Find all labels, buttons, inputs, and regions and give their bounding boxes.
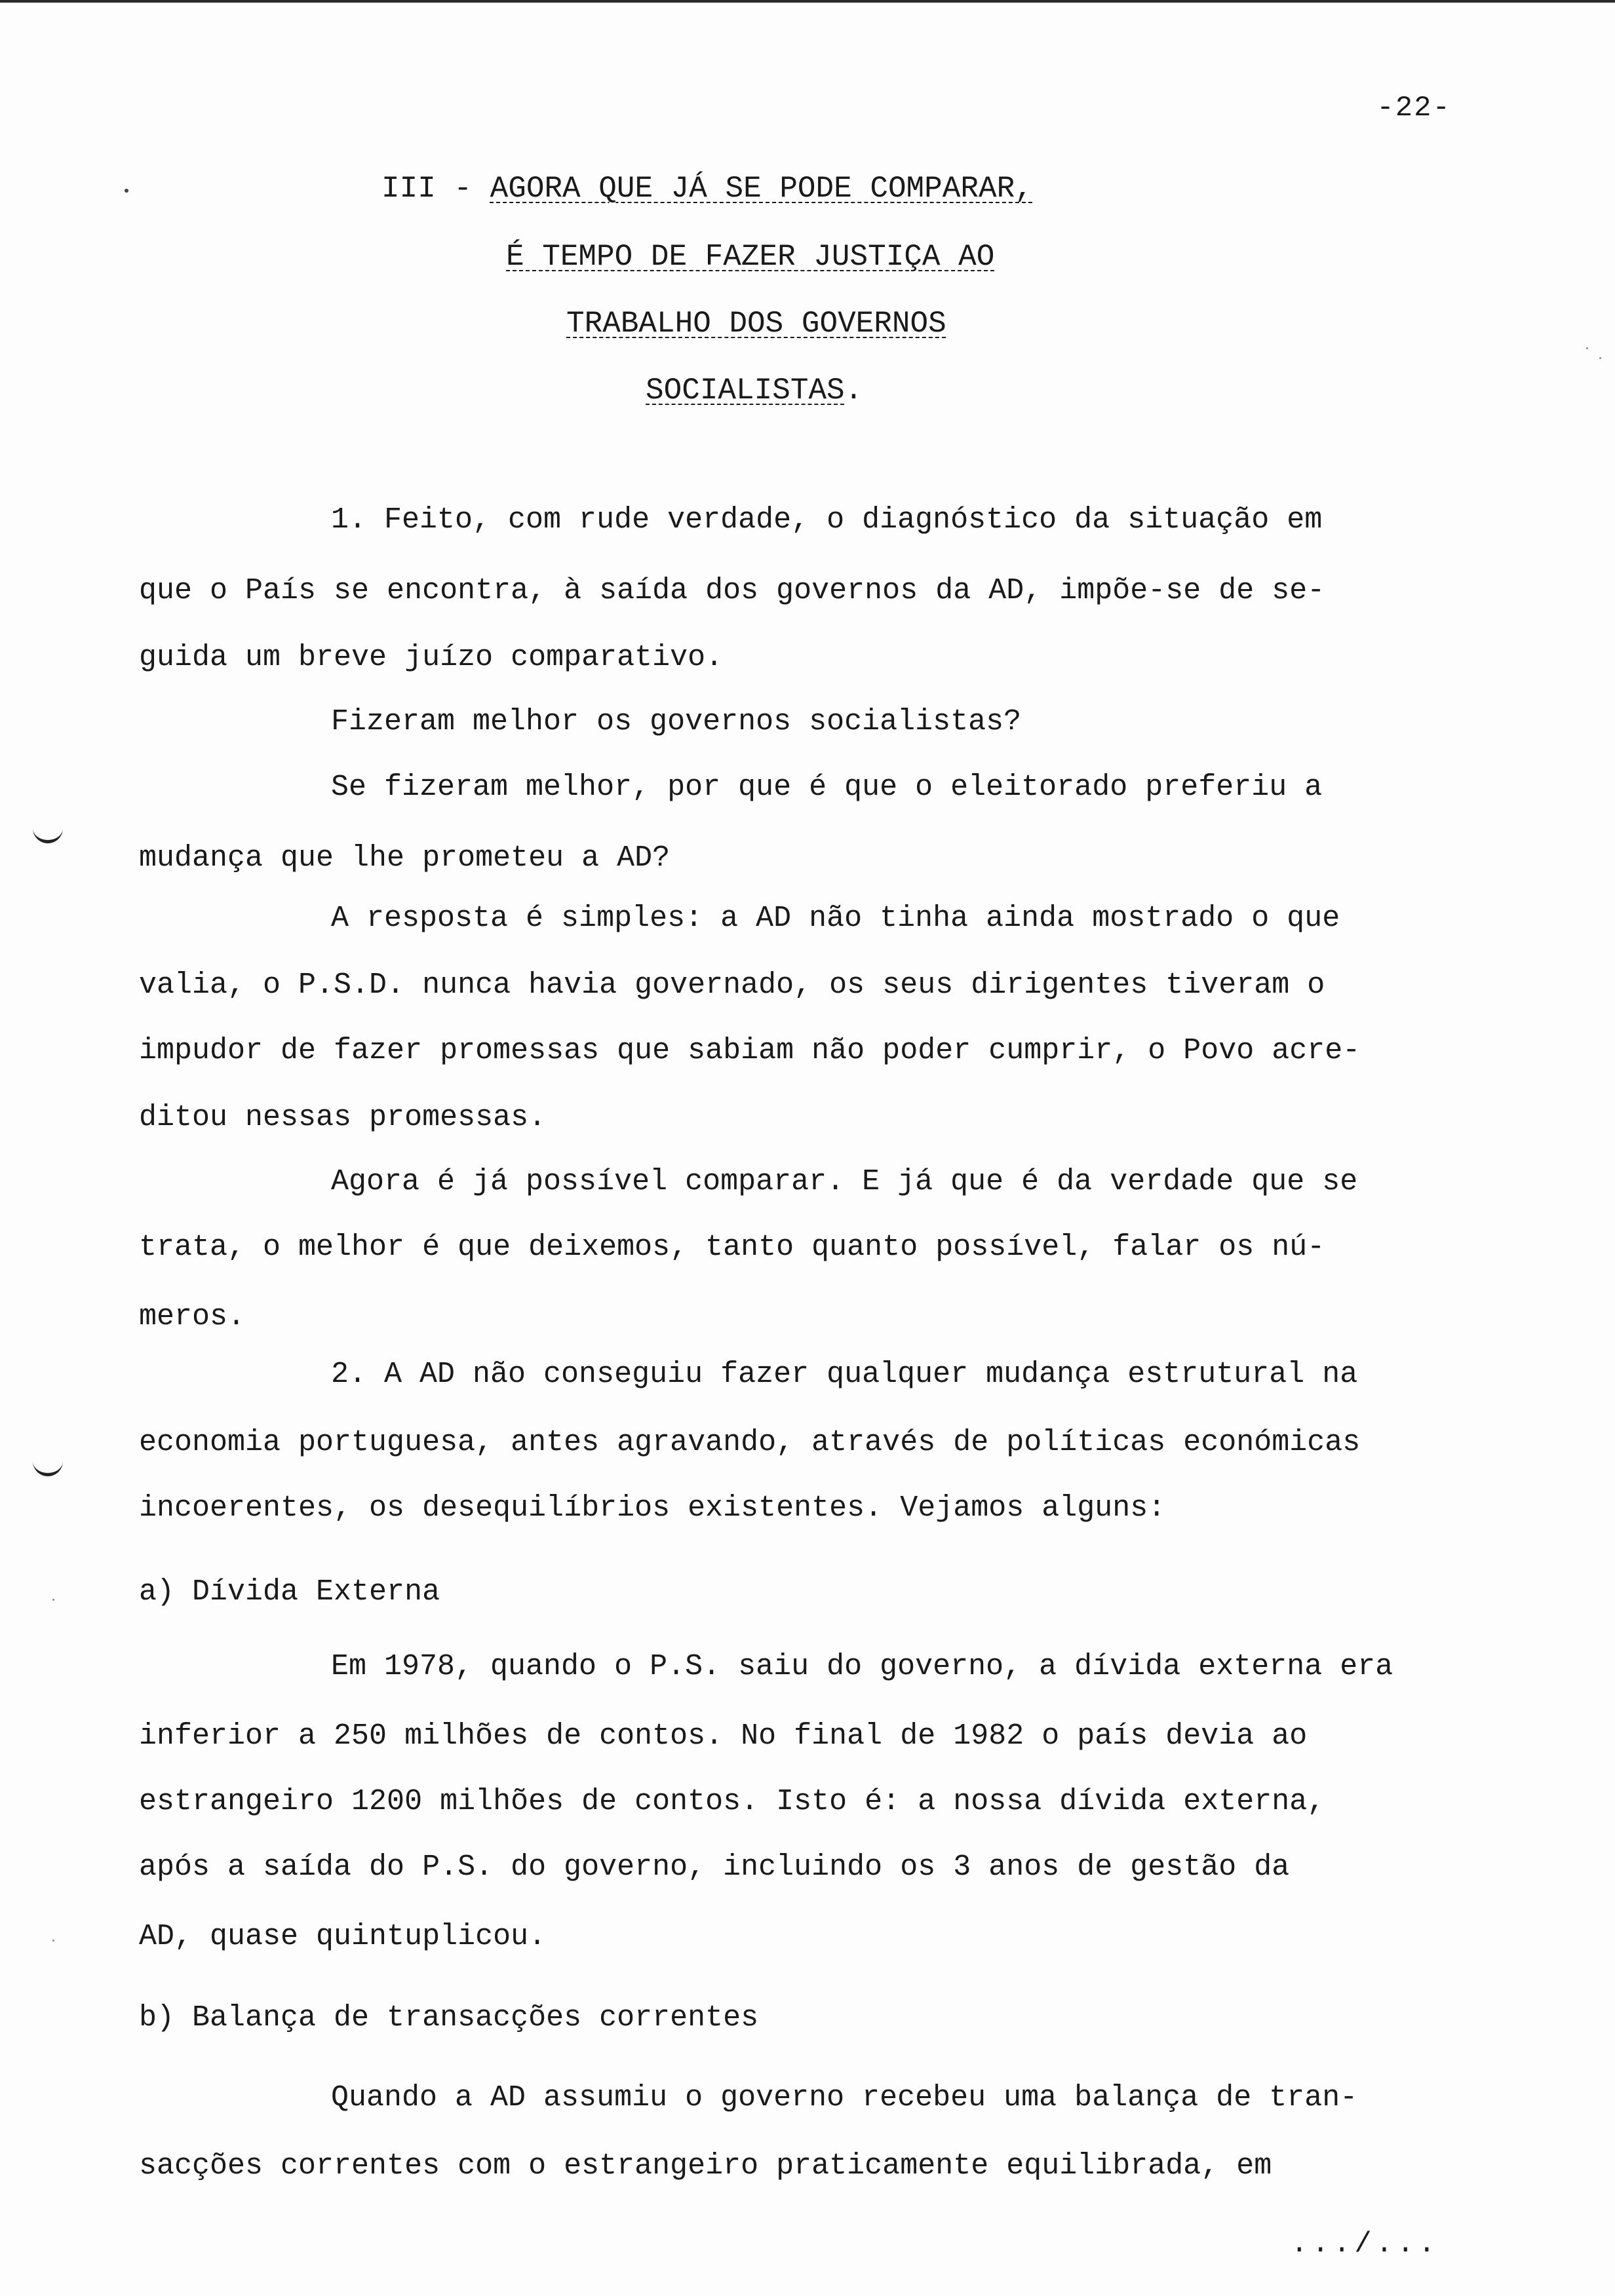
- body-line-10: ditou nessas promessas.: [139, 1101, 547, 1134]
- page-number: -22-: [1376, 92, 1451, 124]
- body-line-16: incoerentes, os desequilíbrios existentes. Vejamos alguns:: [139, 1491, 1166, 1525]
- body-line-11: Agora é já possível comparar. E já que é da verdade que se: [331, 1165, 1358, 1198]
- heading-line-1: [381, 172, 1033, 206]
- heading-text-1: AGORA QUE JÁ SE PODE COMPARAR,: [490, 172, 1033, 206]
- body-line-05: Se fizeram melhor, por que é que o eleitorado preferiu a: [331, 771, 1323, 804]
- heading-text-4: SOCIALISTAS: [646, 373, 845, 408]
- body-line-06: mudança que lhe prometeu a AD?: [139, 841, 671, 875]
- margin-speck-right-2: [1599, 357, 1601, 359]
- body-line-04: Fizeram melhor os governos socialistas?: [331, 705, 1022, 738]
- body-line-12: trata, o melhor é que deixemos, tanto quanto possível, falar os nú-: [139, 1231, 1325, 1264]
- heading-text-2: É TEMPO DE FAZER JUSTIÇA AO: [506, 240, 995, 274]
- heading-text-4-end: .: [844, 373, 863, 408]
- heading-line-4: [646, 373, 863, 408]
- body-line-22: AD, quase quintuplicou.: [139, 1920, 547, 1953]
- margin-speck-left: [52, 1599, 54, 1601]
- heading-line-2: [506, 240, 994, 274]
- body-line-13: meros.: [139, 1300, 246, 1333]
- body-line-21: após a saída do P.S. do governo, incluindo os 3 anos de gestão da: [139, 1850, 1290, 1884]
- body-line-24: Quando a AD assumiu o governo recebeu uma balança de tran-: [331, 2081, 1358, 2114]
- body-line-09: impudor de fazer promessas que sabiam não poder cumprir, o Povo acre-: [139, 1034, 1361, 1067]
- body-line-17: a) Dívida Externa: [139, 1575, 440, 1609]
- body-line-03: guida um breve juízo comparativo.: [139, 641, 724, 674]
- margin-speck: [125, 189, 128, 193]
- body-line-08: valia, o P.S.D. nunca havia governado, os seus dirigentes tiveram o: [139, 968, 1325, 1002]
- body-line-15: economia portuguesa, antes agravando, através de políticas económicas: [139, 1426, 1361, 1459]
- body-line-07: A resposta é simples: a AD não tinha ainda mostrado o que: [331, 902, 1340, 935]
- body-line-23: b) Balança de transacções correntes: [139, 2001, 759, 2035]
- margin-speck-right: [1586, 347, 1588, 349]
- top-edge-rule: [0, 0, 1615, 3]
- body-line-25: sacções correntes com o estrangeiro praticamente equilibrada, em: [139, 2149, 1272, 2183]
- heading-text-3: TRABALHO DOS GOVERNOS: [566, 307, 946, 341]
- body-line-19: inferior a 250 milhões de contos. No final de 1982 o país devia ao: [139, 1719, 1308, 1753]
- body-line-01: 1. Feito, com rude verdade, o diagnóstico da situação em: [331, 503, 1323, 537]
- margin-speck-left-2: [52, 1940, 54, 1942]
- heading-prefix: III -: [381, 172, 490, 206]
- body-line-14: 2. A AD não conseguiu fazer qualquer mudança estrutural na: [331, 1358, 1358, 1391]
- continuation-mark: .../...: [1291, 2228, 1439, 2261]
- body-line-02: que o País se encontra, à saída dos governos da AD, impõe-se de se-: [139, 574, 1325, 607]
- left-margin-mark-lower: [33, 1460, 63, 1476]
- left-margin-mark-upper: [33, 827, 63, 843]
- heading-line-3: [566, 307, 946, 341]
- body-line-20: estrangeiro 1200 milhões de contos. Isto é: a nossa dívida externa,: [139, 1785, 1325, 1818]
- body-line-18: Em 1978, quando o P.S. saiu do governo, a dívida externa era: [331, 1650, 1393, 1683]
